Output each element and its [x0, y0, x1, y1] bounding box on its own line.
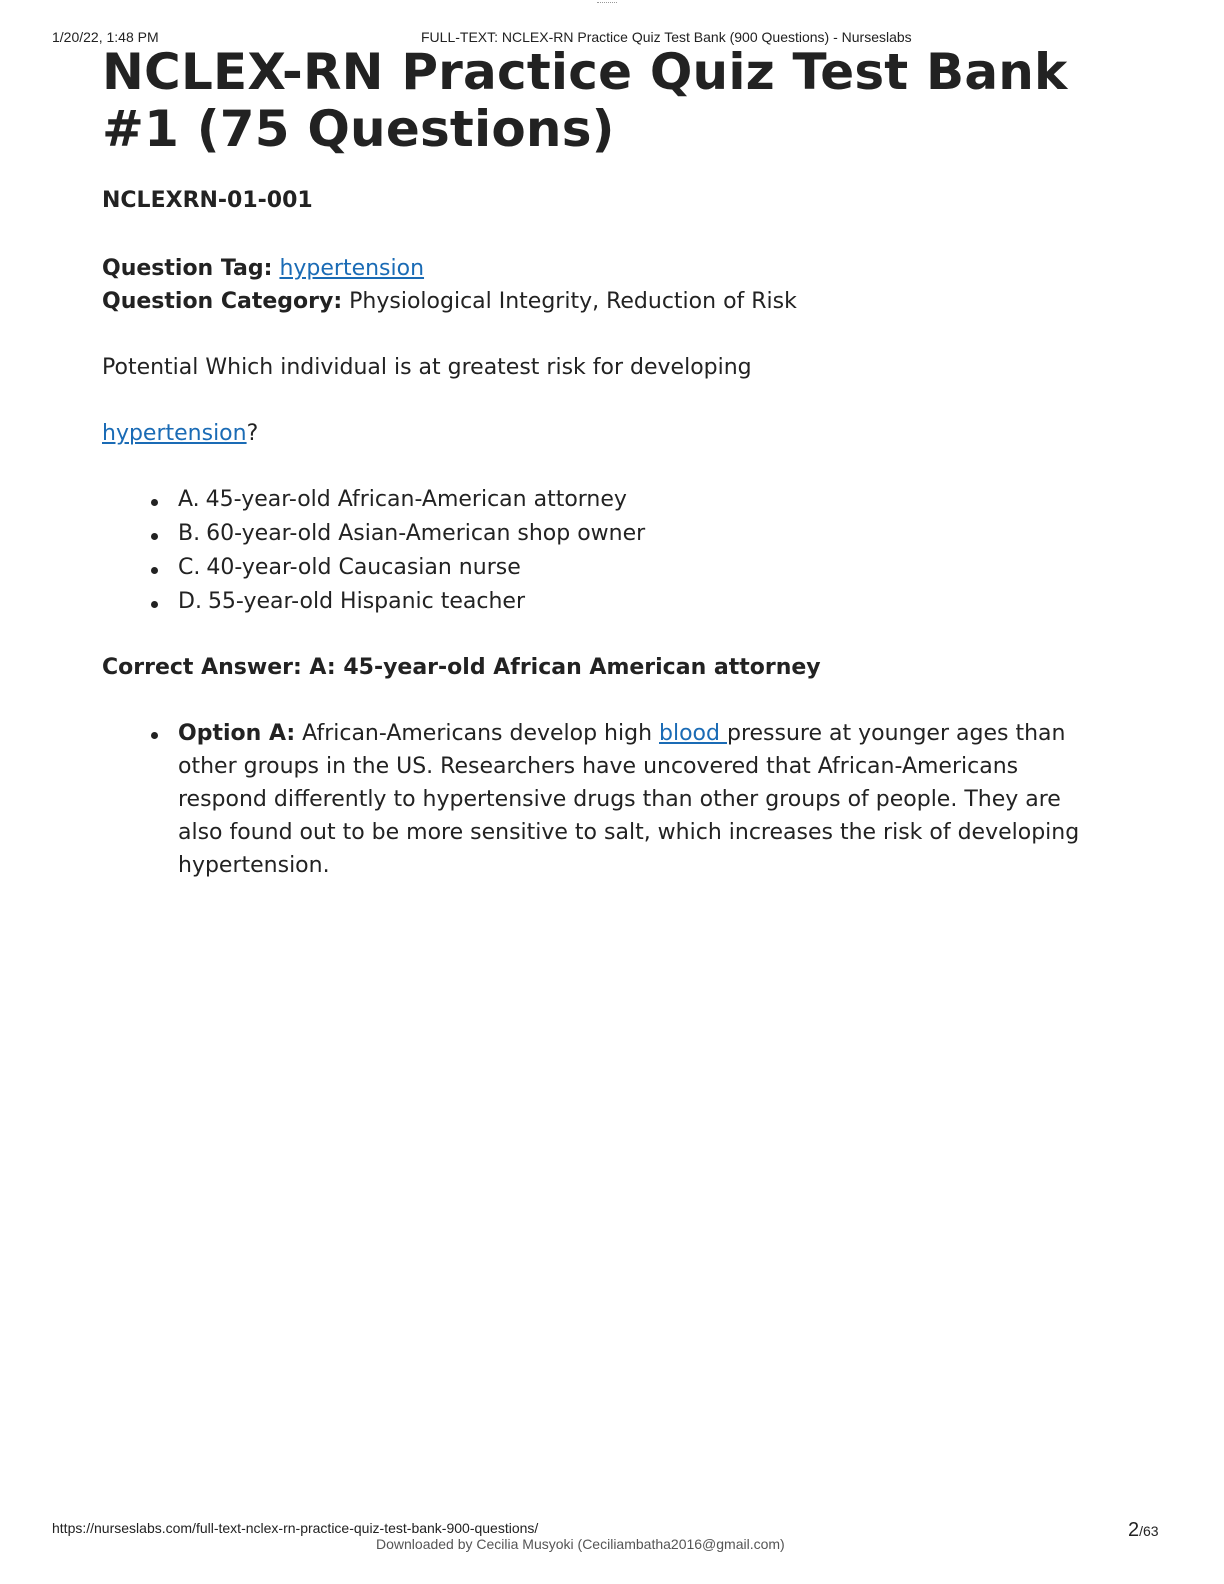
option-d [178, 585, 1112, 619]
question-category-value: Physiological Integrity, Reduction of Risk [349, 289, 797, 314]
page-title: NCLEX-RN Practice Quiz Test Bank #1 (75 Questions) [102, 43, 1068, 158]
page-total: /63 [1139, 1523, 1159, 1539]
question-end: ? [246, 421, 259, 446]
question-tag-row [102, 252, 1112, 285]
blood-link[interactable]: blood [659, 721, 727, 746]
hypertension-link[interactable]: hypertension [102, 421, 247, 446]
answer-options [102, 483, 1112, 619]
option-letter: D. [178, 589, 202, 614]
rationale-list [102, 717, 1112, 882]
print-date: 1/20/22, 1:48 PM [52, 29, 159, 45]
top-mark [597, 2, 617, 4]
print-footer-url: https://nurseslabs.com/full-text-nclex-rn-practice-quiz-test-bank-900-questions/ [52, 1520, 539, 1536]
download-note: Downloaded by Cecilia Musyoki (Ceciliambatha2016@gmail.com) [376, 1536, 785, 1552]
question-category-label: Question Category: [102, 289, 343, 314]
page-current: 2 [1128, 1519, 1140, 1541]
option-letter: A. [178, 487, 200, 512]
rationale-text-after: pressure at younger ages than other groups in the US. Researchers have uncovered that African-Americans respond differently to hypertensive drugs than other groups of people. They are also found out to be more sensitive to salt, which increases the risk of developing hypertension. [178, 721, 1080, 878]
option-text: 40-year-old Caucasian nurse [206, 555, 521, 580]
print-document-title: FULL-TEXT: NCLEX-RN Practice Quiz Test Bank (900 Questions) - Nurseslabs [421, 29, 912, 45]
rationale-text-before: African-Americans develop high [295, 721, 660, 746]
option-letter: C. [178, 555, 201, 580]
question-meta [102, 252, 1112, 318]
rationale-label: Option A: [178, 721, 296, 746]
question-category-row [102, 285, 1112, 318]
option-text: 60-year-old Asian-American shop owner [206, 521, 646, 546]
question-id: NCLEXRN-01-001 [102, 188, 313, 213]
question-link-line [102, 417, 1112, 450]
article-content [102, 44, 1112, 882]
question-tag-label: Question Tag: [102, 256, 273, 281]
option-text: 55-year-old Hispanic teacher [207, 589, 526, 614]
option-c [178, 551, 1112, 585]
page-number [1128, 1519, 1159, 1542]
rationale-option-a [178, 717, 1112, 882]
question-text: Potential Which individual is at greatest risk for developing [102, 355, 752, 380]
option-text: 45-year-old African-American attorney [205, 487, 627, 512]
correct-answer: Correct Answer: A: 45-year-old African American attorney [102, 655, 821, 680]
option-a [178, 483, 1112, 517]
option-b [178, 517, 1112, 551]
question-tag-link[interactable]: hypertension [279, 256, 425, 281]
option-letter: B. [178, 521, 201, 546]
